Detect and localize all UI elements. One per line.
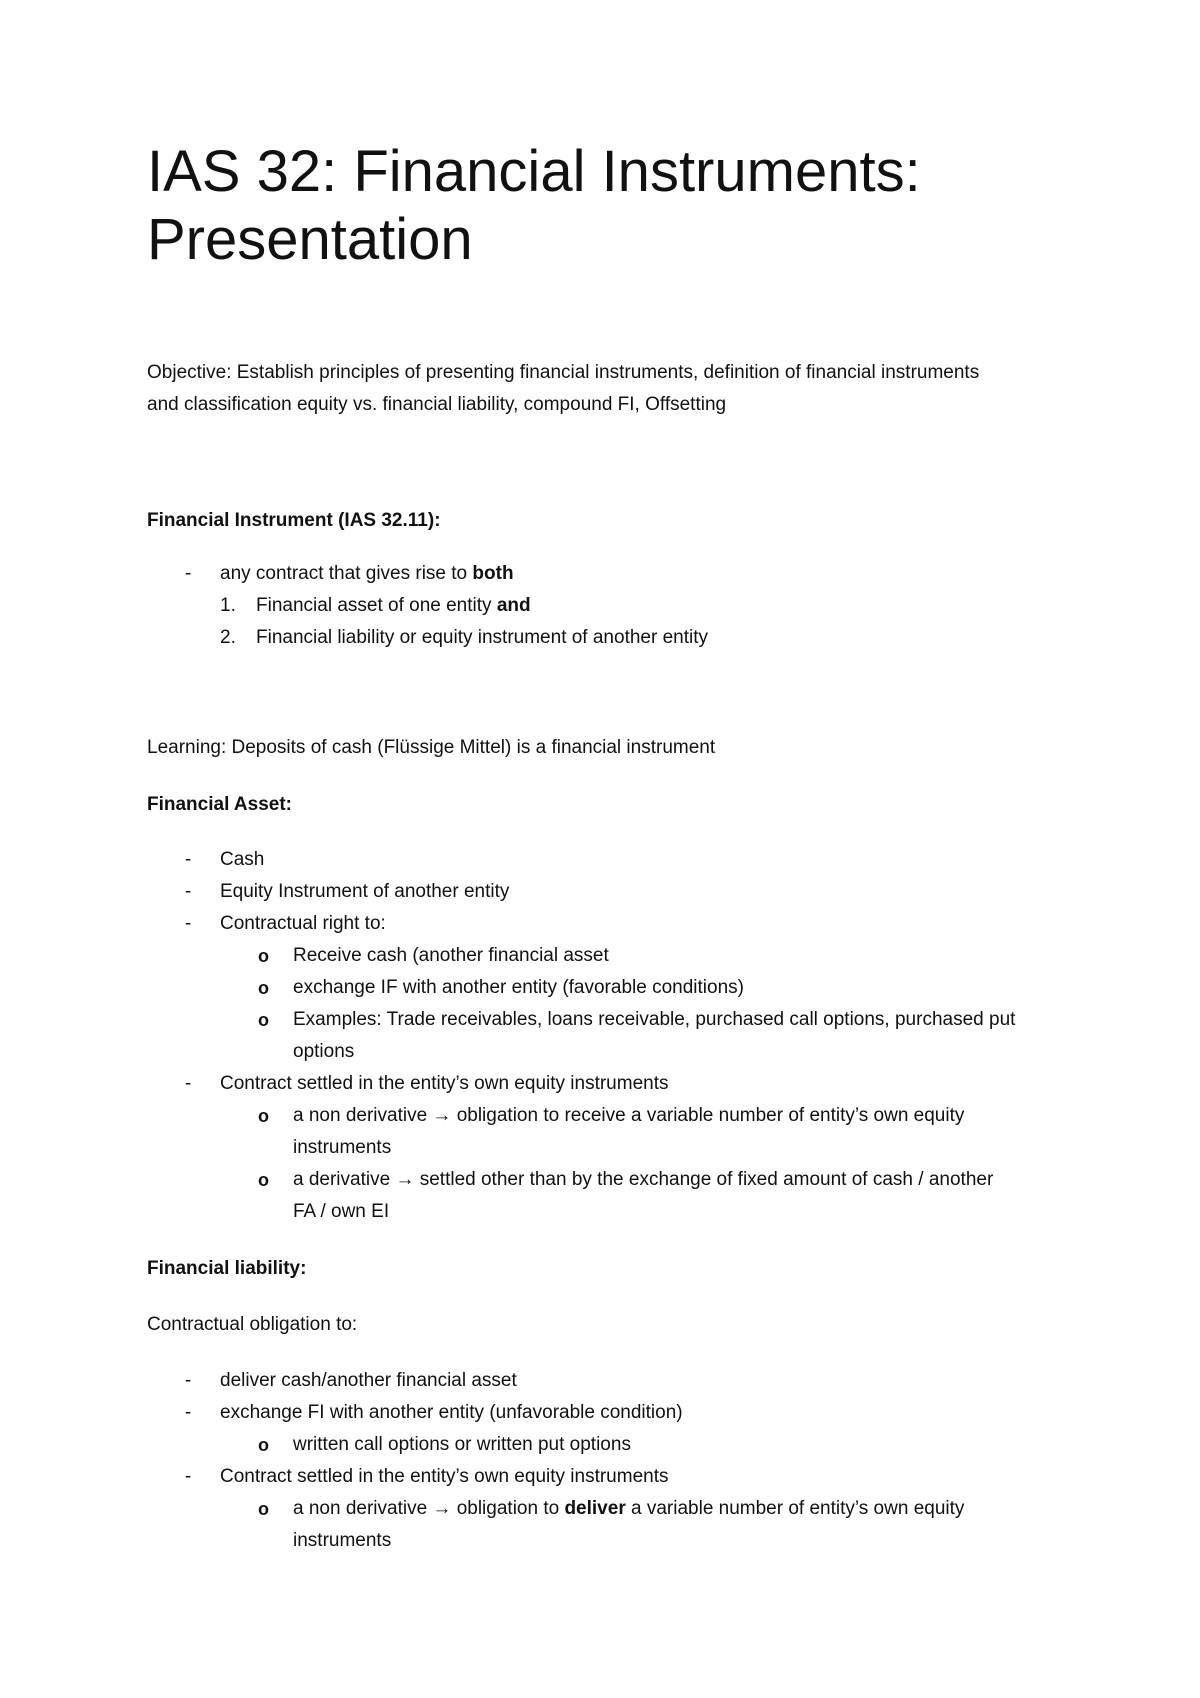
- fa-subitem-text: FA / own EI: [293, 1201, 390, 1222]
- dash-bullet: -: [185, 1370, 192, 1391]
- d-text-pre: a derivative: [293, 1169, 396, 1190]
- fa-heading: Financial Asset:: [147, 794, 293, 815]
- dash-bullet: -: [185, 849, 192, 870]
- fi-item-plain: any contract that gives rise to: [220, 563, 473, 584]
- dash-bullet: -: [185, 563, 192, 584]
- number-2: 2.: [220, 627, 236, 648]
- fl-nd-mid: obligation to: [451, 1498, 565, 1519]
- circle-bullet: o: [258, 978, 269, 998]
- fl-nd-pre: a non derivative: [293, 1498, 433, 1519]
- arrow-icon: →: [395, 1169, 415, 1190]
- fi-item-text: [220, 561, 514, 587]
- fa-subitem-text: [293, 1167, 993, 1193]
- circle-bullet: o: [258, 1170, 269, 1190]
- objective-text-1: Establish principles of presenting financial instruments, definition of financial instruments: [231, 362, 980, 383]
- fl-item-text: exchange FI with another entity (unfavorable condition): [220, 1402, 683, 1423]
- fi-subitem-2-text: Financial liability or equity instrument of another entity: [256, 627, 709, 648]
- dash-bullet: -: [185, 1402, 192, 1423]
- learning-line: Learning: Deposits of cash (Flüssige Mittel) is a financial instrument: [147, 737, 716, 758]
- circle-bullet: o: [258, 946, 269, 966]
- fl-heading: Financial liability:: [147, 1258, 307, 1279]
- fa-item-text: Equity Instrument of another entity: [220, 881, 510, 902]
- fl-item-text: Contract settled in the entity’s own equity instruments: [220, 1466, 669, 1487]
- fl-intro: Contractual obligation to:: [147, 1314, 358, 1335]
- fl-nd-bold: deliver: [564, 1498, 626, 1519]
- fi-subitem-1-bold: and: [496, 595, 531, 616]
- fa-subitem-text: options: [293, 1041, 355, 1062]
- fi-subitem-1-plain: Financial asset of one entity: [256, 595, 497, 616]
- objective-label: Objective:: [147, 362, 232, 383]
- fi-subitem-1-text: [256, 593, 531, 619]
- fl-subitem-text: [293, 1496, 964, 1522]
- dash-bullet: -: [185, 881, 192, 902]
- fa-item-text: Contract settled in the entity’s own equity instruments: [220, 1073, 669, 1094]
- arrow-icon: →: [432, 1105, 452, 1126]
- circle-bullet: o: [258, 1010, 269, 1030]
- fl-nd-post: a variable number of entity’s own equity: [625, 1498, 965, 1519]
- objective-line-1: [147, 360, 979, 386]
- fa-subitem-text: Examples: Trade receivables, loans receivable, purchased call options, purchased put: [293, 1009, 1016, 1030]
- page-title: IAS 32: Financial Instruments: Presentation: [147, 139, 921, 272]
- fl-subitem-text: written call options or written put options: [293, 1434, 631, 1455]
- fa-subitem-text: [293, 1103, 964, 1129]
- dash-bullet: -: [185, 1073, 192, 1094]
- d-text-post: settled other than by the exchange of fixed amount of cash / another: [414, 1169, 994, 1190]
- fa-subitem-text: exchange IF with another entity (favorable conditions): [293, 977, 744, 998]
- fi-item-bold: both: [472, 563, 514, 584]
- fa-subitem-text: Receive cash (another financial asset: [293, 945, 609, 966]
- fl-subitem-text: instruments: [293, 1530, 392, 1551]
- objective-line-2: and classification equity vs. financial liability, compound FI, Offsetting: [147, 394, 727, 415]
- fa-item-text: Cash: [220, 849, 265, 870]
- circle-bullet: o: [258, 1435, 269, 1455]
- fa-item-text: Contractual right to:: [220, 913, 386, 934]
- fi-heading: Financial Instrument (IAS 32.11):: [147, 510, 441, 531]
- number-1: 1.: [220, 595, 236, 616]
- fa-subitem-text: instruments: [293, 1137, 392, 1158]
- nd-text-pre: a non derivative: [293, 1105, 433, 1126]
- arrow-icon: →: [432, 1498, 452, 1519]
- circle-bullet: o: [258, 1106, 269, 1126]
- circle-bullet: o: [258, 1499, 269, 1519]
- nd-text-post: obligation to receive a variable number of entity’s own equity: [451, 1105, 965, 1126]
- dash-bullet: -: [185, 1466, 192, 1487]
- dash-bullet: -: [185, 913, 192, 934]
- fl-item-text: deliver cash/another financial asset: [220, 1370, 517, 1391]
